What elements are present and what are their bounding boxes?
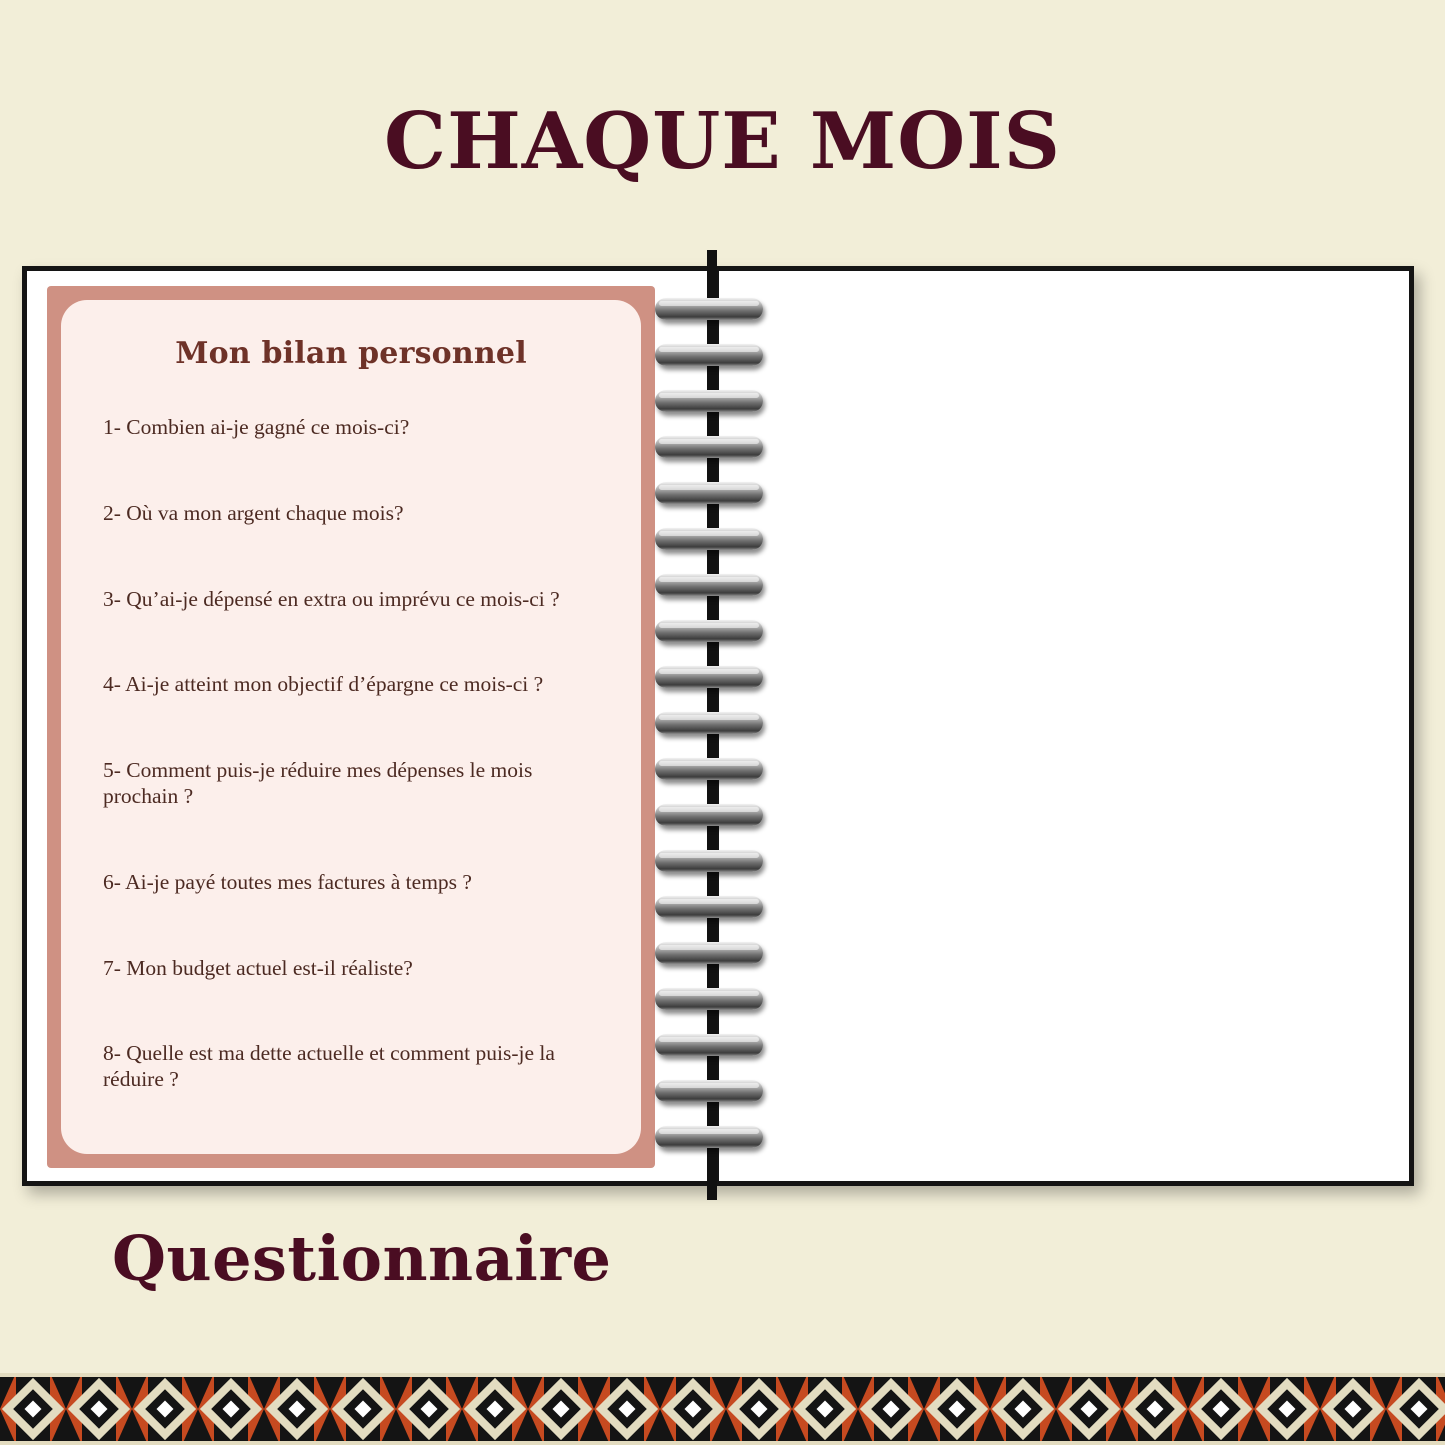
band-motif [330, 1373, 396, 1445]
band-motif [528, 1373, 594, 1445]
band-motif [462, 1373, 528, 1445]
footer-title: Questionnaire [112, 1222, 612, 1295]
band-motif [198, 1373, 264, 1445]
list-item: 6- Ai-je payé toutes mes factures à temps ? [103, 869, 472, 894]
list-item: 3- Qu’ai-je dépensé en extra ou imprévu ce mois-ci ? [103, 586, 560, 611]
decorative-border-band [0, 1373, 1445, 1445]
notebook-right-page[interactable] [714, 266, 1414, 1186]
page-title: CHAQUE MOIS [384, 96, 1061, 187]
question-frame [47, 286, 655, 1168]
band-pattern [0, 1373, 1445, 1445]
band-motif [792, 1373, 858, 1445]
band-motif [396, 1373, 462, 1445]
question-card [61, 300, 641, 1154]
notebook-spread [22, 266, 1414, 1186]
question-list [87, 415, 615, 1093]
notebook-left-page [22, 266, 722, 1186]
list-item: 7- Mon budget actuel est-il réaliste? [103, 955, 413, 980]
band-motif [1188, 1373, 1254, 1445]
band-motif [66, 1373, 132, 1445]
band-motif [660, 1373, 726, 1445]
band-motif [1122, 1373, 1188, 1445]
list-item: 5- Comment puis-je réduire mes dépenses le mois prochain ? [103, 758, 533, 808]
band-motif [132, 1373, 198, 1445]
band-motif [924, 1373, 990, 1445]
band-motif [990, 1373, 1056, 1445]
list-item: 1- Combien ai-je gagné ce mois-ci? [103, 415, 410, 439]
band-rule-top [0, 1373, 1445, 1377]
band-motif [1056, 1373, 1122, 1445]
band-motif [1320, 1373, 1386, 1445]
band-motif [726, 1373, 792, 1445]
band-motif [1386, 1373, 1445, 1445]
list-item: 4- Ai-je atteint mon objectif d’épargne ce mois-ci ? [103, 672, 544, 697]
band-rule-bottom [0, 1441, 1445, 1445]
band-motif [594, 1373, 660, 1445]
band-motif [858, 1373, 924, 1445]
band-motif [1254, 1373, 1320, 1445]
list-item: 2- Où va mon argent chaque mois? [103, 500, 404, 525]
list-item: 8- Quelle est ma dette actuelle et comment puis-je la réduire ? [103, 1041, 555, 1092]
card-title: Mon bilan personnel [175, 336, 527, 371]
right-page-writing-area[interactable] [719, 271, 1409, 1181]
band-motif [264, 1373, 330, 1445]
band-motif [0, 1373, 66, 1445]
